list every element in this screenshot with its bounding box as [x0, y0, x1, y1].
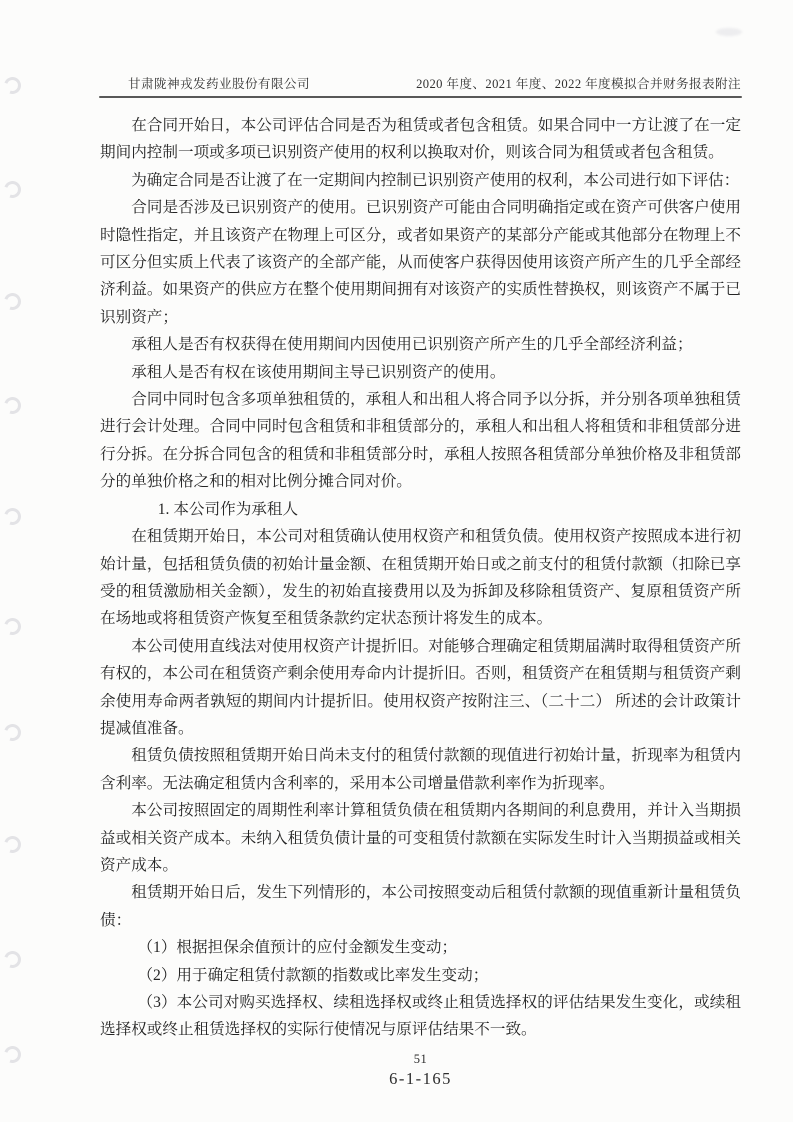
binding-hole-mark: [1, 505, 24, 528]
paragraph: 合同是否涉及已识别资产的使用。已识别资产可能由合同明确指定或在资产可供客户使用时隐性指定，并且该资产在物理上可区分，或者如果资产的某部分产能或其他部分在物理上不可区分但实质上代表了该资产的全部产能，从而使客户获得因使用该资产所产生的几乎全部经济利益。如果资产的供应方在整个使用期间拥有对该资产的实质性替换权，则该资产不属于已识别资产；: [100, 199, 741, 326]
binding-hole-mark: [1, 833, 24, 856]
paragraph: 租赁负债按照租赁期开始日尚未支付的租赁付款额的现值进行初始计量，折现率为租赁内含利率。无法确定租赁内含利率的，采用本公司增量借款利率作为折现率。: [100, 747, 741, 792]
binding-hole-mark: [1, 74, 24, 97]
paragraph: 承租人是否有权在该使用期间主导已识别资产的使用。: [131, 363, 506, 381]
binding-hole-mark: [1, 290, 24, 313]
list-item: （3）本公司对购买选择权、续租选择权或终止租赁选择权的评估结果发生变化，或续租选择权或终止租赁选择权的实际行使情况与原评估结果不一致。: [100, 994, 741, 1039]
header-divider: [99, 96, 742, 98]
paragraph: 合同中同时包含多项单独租赁的，承租人和出租人将合同予以分拆，并分别各项单独租赁进行会计处理。合同中同时包含租赁和非租赁部分的，承租人和出租人将租赁和非租赁部分进行分拆。在分拆合同包含的租赁和非租赁部分时，承租人按照各租赁部分单独价格及非租赁部分的单独价格之和的相对比例分摊合同对价。: [100, 391, 741, 491]
paragraph: 在租赁期开始日，本公司对租赁确认使用权资产和租赁负债。使用权资产按照成本进行初始计量，包括租赁负债的初始计量金额、在租赁期开始日或之前支付的租赁付款额（扣除已享受的租赁激励相关金额），发生的初始直接费用以及为拆卸及移除租赁资产、复原租赁资产所在场地或将租赁资产恢复至租赁条款约定状态预计将发生的成本。: [100, 528, 741, 628]
paragraph: 本公司使用直线法对使用权资产计提折旧。对能够合理确定租赁期届满时取得租赁资产所有权的，本公司在租赁资产剩余使用寿命内计提折旧。否则，租赁资产在租赁期与租赁资产剩余使用寿命两者孰短的期间内计提折旧。使用权资产按附注三、（二十二） 所述的会计政策计提减值准备。: [100, 637, 741, 737]
header-company-name: 甘肃陇神戎发药业股份有限公司: [128, 77, 310, 91]
paragraph: 承租人是否有权获得在使用期间内因使用已识别资产所产生的几乎全部经济利益；: [131, 336, 693, 354]
paragraph: 为确定合同是否让渡了在一定期间内控制已识别资产使用的权利，本公司进行如下评估：: [131, 171, 740, 189]
binding-hole-mark: [1, 948, 24, 971]
list-item: （2）用于确定租赁付款额的指数或比率发生变动；: [137, 966, 489, 984]
page-header: [100, 73, 741, 92]
paragraph: 租赁期开始日后，发生下列情形的，本公司按照变动后租赁付款额的现值重新计量租赁负债：: [100, 884, 741, 929]
binding-hole-mark: [1, 1043, 24, 1066]
list-item: （1）根据担保余值预计的应付金额发生变动；: [137, 939, 458, 957]
scan-smudge: [716, 28, 742, 36]
page-footer: [100, 1051, 741, 1090]
document-number: 6-1-165: [389, 1069, 452, 1088]
binding-hole-mark: [1, 721, 24, 744]
paragraph: 本公司按照固定的周期性利率计算租赁负债在租赁期内各期间的利息费用，并计入当期损益或相关资产成本。未纳入租赁负债计量的可变租赁付款额在实际发生时计入当期损益或相关资产成本。: [100, 802, 741, 874]
paragraph: 在合同开始日，本公司评估合同是否为租赁或者包含租赁。如果合同中一方让渡了在一定期间内控制一项或多项已识别资产使用的权利以换取对价，则该合同为租赁或者包含租赁。: [100, 117, 741, 162]
binding-hole-mark: [1, 178, 24, 201]
header-report-title: 2020 年度、2021 年度、2022 年度模拟合并财务报表附注: [416, 77, 741, 91]
binding-hole-mark: [1, 394, 24, 417]
binding-hole-mark: [1, 615, 24, 638]
page-number: 51: [413, 1052, 428, 1066]
document-body: [100, 112, 741, 1044]
section-heading: 1. 本公司作为承租人: [157, 500, 299, 518]
